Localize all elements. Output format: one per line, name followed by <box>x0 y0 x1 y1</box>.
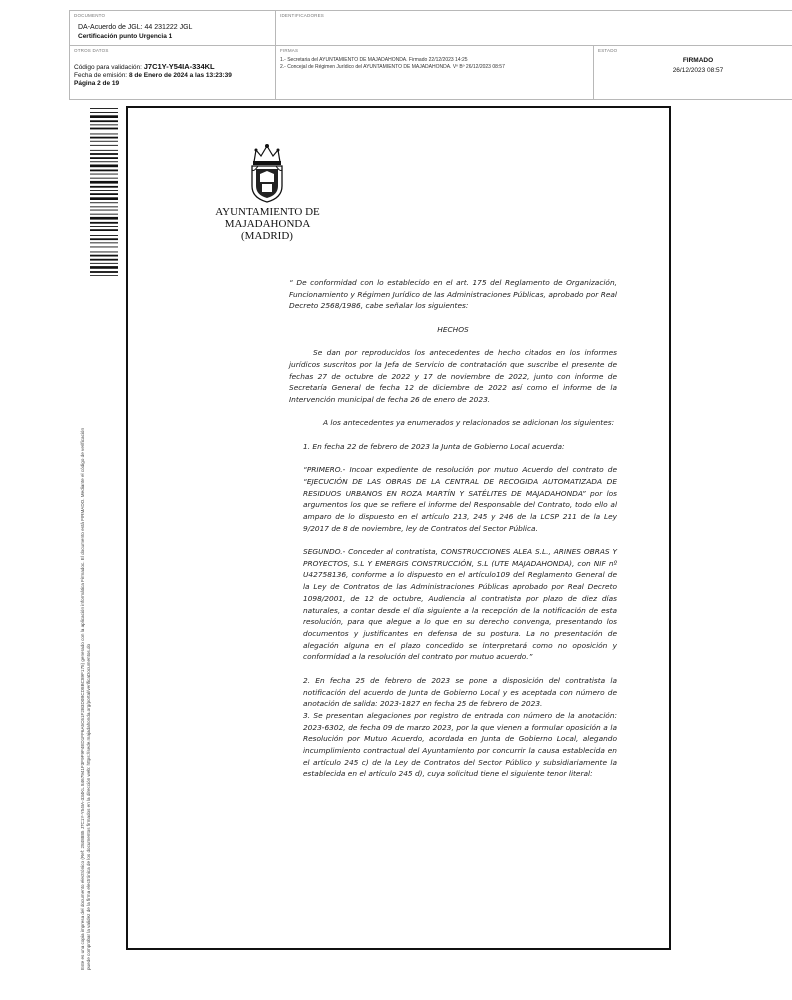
otros-datos-cell <box>70 46 276 99</box>
antecedentes-paragraph: Se dan por reproducidos los antecedentes de hecho citados en los informes jurídicos suscritos por la Jefa de Servicio de contratación que suscribe el presente de fechas 27 de octubre de 2022 y 17 de noviembre de 2022, junto con informe de Secretaría General de fecha 12 de diciembre de 2022 así como el informe de la Intervención municipal de fecha 26 de enero de 2023. <box>289 348 617 404</box>
fecha-prefix: Fecha de emisión: <box>74 72 128 79</box>
identificadores-cell <box>276 11 792 46</box>
pagina: Página 2 de 19 <box>74 80 120 87</box>
fecha-value: 8 de Enero de 2024 a las 13:23:39 <box>128 72 232 79</box>
municipality-letterhead <box>205 206 330 242</box>
signature-header <box>69 10 792 100</box>
letterhead-line1: AYUNTAMIENTO DE <box>215 206 320 218</box>
fecha-emision <box>74 72 232 79</box>
letterhead-line3: (MADRID) <box>241 230 293 242</box>
vertical-verification-note <box>80 280 100 970</box>
documento-line1: DA-Acuerdo de JGL: 44 231222 JGL <box>78 24 193 31</box>
firma-2: 2.- Concejal de Régimen Jurídico del AYUNTAMIENTO DE MAJADAHONDA. Vº Bº 26/12/2023 08:57 <box>280 64 505 70</box>
estado-label: ESTADO <box>598 48 618 53</box>
codigo-prefix: Código para validación: <box>74 64 142 71</box>
list-item-2: 2. En fecha 25 de febrero de 2023 se pone a disposición del contratista la notificación del acuerdo de Junta de Gobierno Local y es aceptada con número de anotación de salida: 2023-1827 en fecha 25 de febrero de 2023. <box>303 675 617 709</box>
barcode <box>90 108 118 276</box>
hechos-heading: HECHOS <box>437 324 469 334</box>
estado-cell <box>594 46 792 99</box>
coat-of-arms-logo <box>244 142 290 204</box>
estado-fecha: 26/12/2023 08:57 <box>672 67 724 74</box>
documento-cell <box>70 11 276 46</box>
codigo-validacion <box>74 62 215 71</box>
letterhead-line2: MAJADAHONDA <box>224 218 311 230</box>
firma-1: 1.- Secretaria del AYUNTAMIENTO DE MAJADAHONDA. Firmado 22/12/2023 14:25 <box>280 57 468 63</box>
document-body <box>289 277 617 780</box>
identificadores-label: IDENTIFICADORES <box>280 13 325 18</box>
estado-value: FIRMADO <box>682 57 714 64</box>
verification-note-line1: Este es una copia impresa del documento electrónico (Ref: 2848885 J7C1Y-Y54IA-334KL 8467941F3F9F9F4ED1FF6A5C61F2B3D0BCD8BC89F175) generado con la aplicación informática Firmadoc. El documento está FIRMADO. Mediante el código de verificación <box>80 427 85 970</box>
otros-label: OTROS DATOS <box>74 48 109 53</box>
firmas-cell <box>276 46 594 99</box>
codigo-value: J7C1Y-Y54IA-334KL <box>143 62 215 71</box>
documento-label: DOCUMENTO <box>74 13 106 18</box>
intro-paragraph: “ De conformidad con lo establecido en el art. 175 del Reglamento de Organización, Funcionamiento y Régimen Jurídico de las Administraciones Públicas, aprobado por Real Decreto 2568/1986, cabe señalar los siguientes: <box>289 278 617 311</box>
list-item-3: 3. Se presentan alegaciones por registro de entrada con número de la anotación: 2023-6302, de fecha 09 de marzo 2023, por la que vienen a formular oposición a la Resolución por Mutuo Acuerdo, acordada en Junta de Gobierno Local, alegando incumplimiento contractual del Ayuntamiento por concurrir la causa establecida en el artículo 245 c) de la Ley de Contratos del Sector Público y subsidiariamente la establecida en el artículo 245 d), cuya solicitud tiene el siguiente tenor literal: <box>303 710 617 779</box>
quote-primero: “PRIMERO.- Incoar expediente de resolución por mutuo Acuerdo del contrato de “EJECUCIÓN DE LAS OBRAS DE LA CENTRAL DE RECOGIDA AUTOMATIZADA DE RESIDUOS URBANOS EN ROZA MARTÍN Y SATÉLITES DE MAJADAHONDA” por los argumentos los que se refiere el informe del Responsable del Contrato, todo ello al amparo de lo dispuesto en el artículo 213, 245 y 246 de la LCSP 211 de la Ley 9/2017 de 8 de noviembre, ley de Contratos del Sector Pública. <box>303 465 617 533</box>
list-item-1: 1. En fecha 22 de febrero de 2023 la Junta de Gobierno Local acuerda: <box>303 441 565 451</box>
documento-line2: Certificación punto Urgencia 1 <box>78 33 173 40</box>
quote-segundo: SEGUNDO.- Conceder al contratista, CONSTRUCCIONES ALEA S.L., ARINES OBRAS Y PROYECTOS, S.L Y EMERGIS CONSTRUCCIÓN, S.L (UTE MAJADAHONDA), con NIF nº U42758136, conforme a lo dispuesto en el artículo109 del Reglamento General de la Ley de Contratos de las Administraciones Públicas aprobado por Real Decreto 1098/2001, de 12 de octubre, Audiencia al contratista por plazo de diez días naturales, a contar desde el día siguiente a la recepción de la notificación de esta resolución, para que alegue a lo que en su derecho convenga, presentando los documentos y justificantes en defensa de su postura. La no presentación de alegación alguna en el plazo concedido se interpretará como no oposición y conformidad a la resolución del contrato por mutuo acuerdo.” <box>303 547 617 662</box>
verification-note-line2: puede comprobar la validez de la firma electrónica de los documentos firmados en la dirección web: https://sede.majadahonda.org/portal/verificaDocumentos.do <box>86 643 91 970</box>
firmas-label: FIRMAS <box>280 48 299 53</box>
adicionan-paragraph: A los antecedentes ya enumerados y relacionados se adicionan los siguientes: <box>323 418 615 428</box>
